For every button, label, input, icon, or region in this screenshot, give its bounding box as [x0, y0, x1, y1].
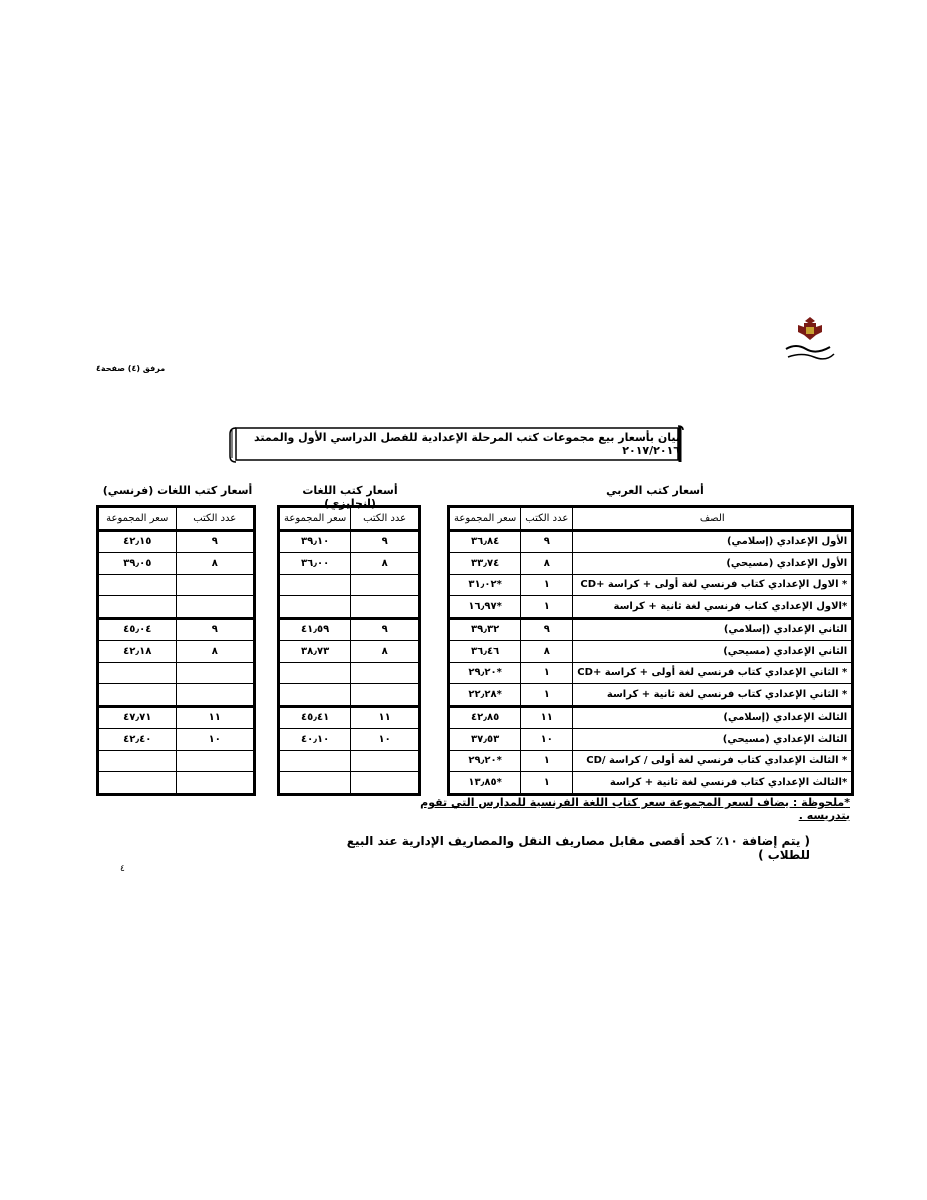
cell-grade: الثالث الإعدادي (إسلامي) — [573, 706, 853, 729]
col-header-price: سعر المجموعة — [98, 507, 177, 531]
cell-price: ٣٩٫١٠ — [279, 530, 351, 553]
cell-count — [351, 596, 420, 619]
attachment-label: مرفق (٤) صفحة٤ — [96, 364, 166, 373]
cell-price: ٣٧٫٥٣ — [449, 729, 521, 751]
table-row — [98, 530, 255, 553]
cell-count: ٨ — [351, 553, 420, 575]
cell-count: ١٠ — [176, 729, 255, 751]
cell-count: ٩ — [176, 618, 255, 641]
cell-price: ٣٩٫٠٥ — [98, 553, 177, 575]
page-number: ٤ — [120, 864, 125, 874]
cell-count — [176, 684, 255, 707]
cell-count: ٩ — [521, 530, 573, 553]
cell-price: ٤٢٫١٥ — [98, 530, 177, 553]
table-row — [449, 618, 853, 641]
table-row — [449, 530, 853, 553]
cell-price: ٣٦٫٤٦ — [449, 641, 521, 663]
cell-count: ١١ — [351, 706, 420, 729]
table-row — [98, 772, 255, 795]
table-row — [449, 662, 853, 684]
cell-price — [279, 596, 351, 619]
table-row — [449, 684, 853, 707]
col-header-count: عدد الكتب — [351, 507, 420, 531]
cell-price: ٤١٫٥٩ — [279, 618, 351, 641]
col-header-count: عدد الكتب — [176, 507, 255, 531]
english-section-title: أسعار كتب اللغات (انجليزي) — [302, 484, 398, 510]
table-row — [98, 574, 255, 596]
arabic-section-title: أسعار كتب العربي — [606, 484, 704, 497]
table-row — [98, 729, 255, 751]
table-row — [279, 706, 420, 729]
cell-count: ٨ — [351, 641, 420, 663]
table-row — [449, 574, 853, 596]
cell-price: ٤٢٫٤٠ — [98, 729, 177, 751]
table-row — [98, 596, 255, 619]
table-row — [449, 596, 853, 619]
cell-price — [98, 662, 177, 684]
table-row — [279, 729, 420, 751]
cell-grade: * الثالث الإعدادي كتاب فرنسي لغة أولى / كراسة /CD — [573, 750, 853, 772]
cell-grade: * الثاني الإعدادي كتاب فرنسي لغة ثانية + كراسة — [573, 684, 853, 707]
cell-grade: *الثالث الإعدادي كتاب فرنسي لغة ثانية + كراسة — [573, 772, 853, 795]
cell-price: ٣٣٫٧٤ — [449, 553, 521, 575]
cell-count: ١ — [521, 772, 573, 795]
cell-count: ١ — [521, 596, 573, 619]
cell-count: ١ — [521, 574, 573, 596]
table-row — [279, 553, 420, 575]
cell-price: ٢٩٫٢٠* — [449, 750, 521, 772]
cell-price: ٣٨٫٧٣ — [279, 641, 351, 663]
cell-count: ٩ — [351, 530, 420, 553]
ministry-logo — [780, 315, 840, 365]
table-row — [98, 553, 255, 575]
cell-price: ٣١٫٠٢* — [449, 574, 521, 596]
table-row — [98, 750, 255, 772]
table-row — [279, 618, 420, 641]
cell-price — [279, 772, 351, 795]
cell-count — [176, 596, 255, 619]
col-header-count: عدد الكتب — [521, 507, 573, 531]
cell-count — [351, 574, 420, 596]
cell-price — [98, 750, 177, 772]
cell-count — [351, 684, 420, 707]
table-row — [98, 662, 255, 684]
cell-count — [351, 750, 420, 772]
surcharge-note: ( يتم إضافة ١٠٪ كحد أقصى مقابل مصاريف النقل والمصاريف الإدارية عند البيع للطلاب ) — [346, 834, 810, 862]
cell-count: ٩ — [351, 618, 420, 641]
arabic-prices-table — [447, 505, 854, 796]
cell-price: ٣٦٫٨٤ — [449, 530, 521, 553]
cell-price: ٣٩٫٣٢ — [449, 618, 521, 641]
page-title: بيان بأسعار بيع مجموعات كتب المرحلة الإعدادية للفصل الدراسي الأول والممتد ٢٠١٧/٢٠١٦ — [254, 431, 680, 457]
cell-count — [351, 662, 420, 684]
cell-count: ٩ — [176, 530, 255, 553]
table-row — [279, 530, 420, 553]
table-row — [279, 684, 420, 707]
cell-price: ٤٢٫٨٥ — [449, 706, 521, 729]
table-row — [279, 772, 420, 795]
french-book-note: *ملحوظة : يضاف لسعر المجموعة سعر كتاب اللغة الفرنسية للمدارس التي تقوم بتدريسه . — [420, 796, 850, 822]
cell-grade: الأول الإعدادي (إسلامي) — [573, 530, 853, 553]
cell-count: ١٠ — [351, 729, 420, 751]
table-row — [98, 684, 255, 707]
cell-count — [176, 772, 255, 795]
cell-grade: الثالث الإعدادي (مسيحي) — [573, 729, 853, 751]
cell-price — [279, 662, 351, 684]
cell-count — [176, 662, 255, 684]
table-row — [449, 729, 853, 751]
cell-count: ١١ — [176, 706, 255, 729]
cell-price — [98, 596, 177, 619]
cell-grade: الثاني الإعدادي (مسيحي) — [573, 641, 853, 663]
cell-price: ٤٠٫١٠ — [279, 729, 351, 751]
cell-price: ٢٢٫٢٨* — [449, 684, 521, 707]
cell-price — [279, 574, 351, 596]
cell-count: ٨ — [521, 553, 573, 575]
col-header-price: سعر المجموعة — [279, 507, 351, 531]
cell-count: ١١ — [521, 706, 573, 729]
cell-grade: *الاول الإعدادي كتاب فرنسي لغة ثانية + كراسة — [573, 596, 853, 619]
cell-count — [176, 750, 255, 772]
table-row — [98, 706, 255, 729]
cell-price: ٣٦٫٠٠ — [279, 553, 351, 575]
cell-price: ٢٩٫٢٠* — [449, 662, 521, 684]
table-row — [449, 706, 853, 729]
cell-price: ٤٥٫٠٤ — [98, 618, 177, 641]
cell-grade: * الاول الإعدادي كتاب فرنسي لغة أولى + كراسة +CD — [573, 574, 853, 596]
table-row — [279, 574, 420, 596]
french-prices-table — [96, 505, 256, 796]
table-row — [98, 618, 255, 641]
cell-price: ٤٥٫٤١ — [279, 706, 351, 729]
cell-price — [279, 684, 351, 707]
cell-grade: * الثاني الإعدادي كتاب فرنسي لغة أولى + كراسة +CD — [573, 662, 853, 684]
french-section-title: أسعار كتب اللغات (فرنسي) — [102, 484, 253, 497]
cell-price — [98, 684, 177, 707]
table-row — [449, 641, 853, 663]
table-row — [449, 772, 853, 795]
table-row — [449, 553, 853, 575]
col-header-price: سعر المجموعة — [449, 507, 521, 531]
cell-count: ٨ — [176, 641, 255, 663]
cell-grade: الثاني الإعدادي (إسلامي) — [573, 618, 853, 641]
cell-count — [176, 574, 255, 596]
cell-price — [98, 574, 177, 596]
cell-count — [351, 772, 420, 795]
table-row — [98, 641, 255, 663]
table-row — [279, 662, 420, 684]
cell-count: ١ — [521, 750, 573, 772]
cell-grade: الأول الإعدادي (مسيحي) — [573, 553, 853, 575]
col-header-grade: الصف — [573, 507, 853, 531]
cell-price — [279, 750, 351, 772]
table-row — [279, 641, 420, 663]
cell-count: ١ — [521, 662, 573, 684]
cell-count: ٨ — [176, 553, 255, 575]
cell-count: ١ — [521, 684, 573, 707]
english-prices-table — [277, 505, 421, 796]
cell-price: ٤٢٫١٨ — [98, 641, 177, 663]
cell-price: ٤٧٫٧١ — [98, 706, 177, 729]
table-row — [279, 750, 420, 772]
cell-count: ٩ — [521, 618, 573, 641]
cell-price: ١٣٫٨٥* — [449, 772, 521, 795]
cell-count: ١٠ — [521, 729, 573, 751]
cell-price — [98, 772, 177, 795]
table-row — [449, 750, 853, 772]
cell-count: ٨ — [521, 641, 573, 663]
cell-price: ١٦٫٩٧* — [449, 596, 521, 619]
table-row — [279, 596, 420, 619]
